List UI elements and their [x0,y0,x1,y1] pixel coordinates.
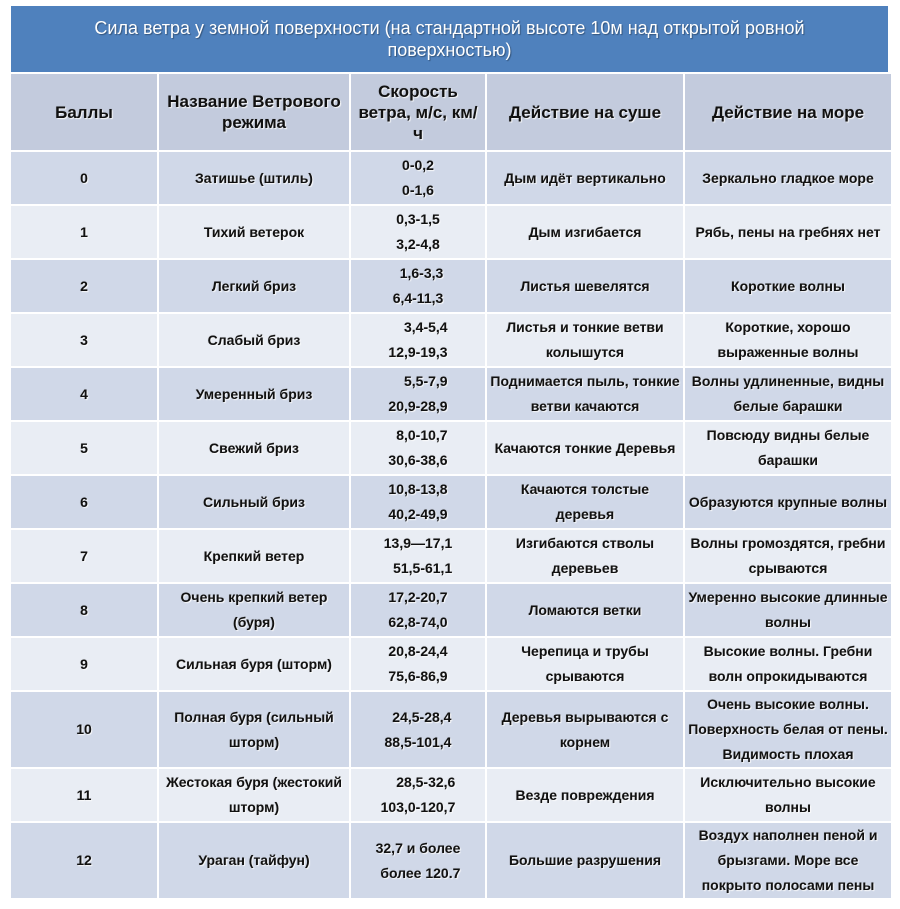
cell-score: 5 [11,422,157,474]
table-row [11,476,891,528]
cell-sea: Высокие волны. Гребни волн опрокидываются [685,638,891,690]
cell-speed [351,152,485,204]
cell-land: Большие разрушения [487,823,683,898]
table-header-row [11,74,891,150]
speed-values [381,770,456,820]
speed-values [402,153,434,203]
cell-name: Сильная буря (шторм) [159,638,349,690]
speed-values [376,836,461,886]
table-row [11,368,891,420]
cell-name: Свежий бриз [159,422,349,474]
cell-score: 11 [11,769,157,821]
cell-score: 9 [11,638,157,690]
speed-ms: 10,8-13,8 [388,481,448,497]
speed-ms: 20,8-24,4 [388,643,448,659]
cell-score: 0 [11,152,157,204]
speed-ms: 3,4-5,4 [403,319,448,335]
cell-sea: Короткие, хорошо выраженные волны [685,314,891,366]
cell-name: Тихий ветерок [159,206,349,258]
cell-score: 2 [11,260,157,312]
speed-ms: 1,6-3,3 [399,265,444,281]
cell-name: Умеренный бриз [159,368,349,420]
cell-name: Слабый бриз [159,314,349,366]
table-title: Сила ветра у земной поверхности (на стандартной высоте 10м над открытой ровной поверхностью) [11,6,888,72]
speed-values [388,423,447,473]
speed-values [396,207,440,257]
table-row [11,152,891,204]
speed-kmh: 30,6-38,6 [388,452,448,468]
speed-values [385,705,452,755]
cell-score: 4 [11,368,157,420]
speed-kmh: 40,2-49,9 [388,506,448,522]
table-row [11,584,891,636]
cell-speed [351,260,485,312]
cell-speed [351,206,485,258]
cell-speed [351,314,485,366]
speed-values [388,585,447,635]
cell-speed [351,530,485,582]
table-row [11,422,891,474]
cell-name: Очень крепкий ветер (буря) [159,584,349,636]
cell-sea: Умеренно высокие длинные волны [685,584,891,636]
speed-values [393,261,444,311]
cell-name: Жестокая буря (жестокий шторм) [159,769,349,821]
speed-kmh: 3,2-4,8 [396,236,440,252]
speed-kmh: 12,9-19,3 [388,344,448,360]
speed-ms: 17,2-20,7 [388,589,448,605]
cell-name: Легкий бриз [159,260,349,312]
speed-ms: 0-0,2 [402,157,434,173]
cell-name: Полная буря (сильный шторм) [159,692,349,767]
header-name: Название Ветрового режима [159,74,349,150]
speed-ms: 28,5-32,6 [396,774,456,790]
speed-values [388,639,447,689]
table-row [11,314,891,366]
header-land: Действие на суше [487,74,683,150]
cell-speed [351,584,485,636]
table-row [11,638,891,690]
wind-force-table [9,72,893,900]
cell-score: 12 [11,823,157,898]
cell-land: Черепица и трубы срываются [487,638,683,690]
speed-kmh: 62,8-74,0 [388,614,448,630]
speed-kmh: 75,6-86,9 [388,668,448,684]
speed-ms: 13,9—17,1 [383,535,453,551]
cell-land: Поднимается пыль, тонкие ветви качаются [487,368,683,420]
header-sea: Действие на море [685,74,891,150]
speed-kmh: более 120.7 [380,864,461,881]
cell-land: Дым изгибается [487,206,683,258]
cell-sea: Исключительно высокие волны [685,769,891,821]
cell-score: 7 [11,530,157,582]
speed-values [384,531,453,581]
cell-sea: Волны громоздятся, гребни срываются [685,530,891,582]
header-score: Баллы [11,74,157,150]
table-row [11,769,891,821]
cell-sea: Зеркально гладкое море [685,152,891,204]
table-row [11,206,891,258]
cell-sea: Короткие волны [685,260,891,312]
header-speed: Скорость ветра, м/с, км/ч [351,74,485,150]
speed-values [388,369,447,419]
cell-score: 10 [11,692,157,767]
speed-kmh: 103,0-120,7 [380,799,456,815]
cell-name: Затишье (штиль) [159,152,349,204]
cell-name: Сильный бриз [159,476,349,528]
cell-name: Ураган (тайфун) [159,823,349,898]
cell-score: 1 [11,206,157,258]
cell-land: Качаются толстые деревья [487,476,683,528]
speed-ms: 24,5-28,4 [392,708,452,725]
speed-kmh: 6,4-11,3 [392,290,444,306]
speed-kmh: 88,5-101,4 [384,733,452,750]
cell-sea: Образуются крупные волны [685,476,891,528]
speed-values [388,315,447,365]
cell-land: Деревья вырываются с корнем [487,692,683,767]
speed-kmh: 51,5-61,1 [393,560,453,576]
table-row [11,823,891,898]
speed-ms: 5,5-7,9 [403,373,448,389]
speed-ms: 8,0-10,7 [396,427,448,443]
cell-land: Ломаются ветки [487,584,683,636]
cell-sea: Очень высокие волны. Поверхность белая от пены. Видимость плохая [685,692,891,767]
document [11,6,888,900]
cell-speed [351,823,485,898]
cell-name: Крепкий ветер [159,530,349,582]
table-row [11,692,891,767]
cell-land: Везде повреждения [487,769,683,821]
cell-land: Дым идёт вертикально [487,152,683,204]
speed-kmh: 20,9-28,9 [388,398,448,414]
cell-score: 6 [11,476,157,528]
speed-kmh: 0-1,6 [402,182,434,198]
cell-speed [351,422,485,474]
cell-land: Качаются тонкие Деревья [487,422,683,474]
cell-sea: Волны удлиненные, видны белые барашки [685,368,891,420]
speed-values [388,477,447,527]
cell-speed [351,692,485,767]
cell-speed [351,769,485,821]
cell-speed [351,476,485,528]
cell-sea: Воздух наполнен пеной и брызгами. Море все покрыто полосами пены [685,823,891,898]
cell-score: 3 [11,314,157,366]
cell-land: Листья шевелятся [487,260,683,312]
table-row [11,260,891,312]
speed-ms: 0,3-1,5 [396,211,440,227]
cell-speed [351,368,485,420]
cell-speed [351,638,485,690]
cell-land: Листья и тонкие ветви колышутся [487,314,683,366]
cell-sea: Рябь, пены на гребнях нет [685,206,891,258]
cell-sea: Повсюду видны белые барашки [685,422,891,474]
cell-score: 8 [11,584,157,636]
table-body [11,152,891,898]
speed-ms: 32,7 и более [375,839,461,856]
cell-land: Изгибаются стволы деревьев [487,530,683,582]
table-row [11,530,891,582]
